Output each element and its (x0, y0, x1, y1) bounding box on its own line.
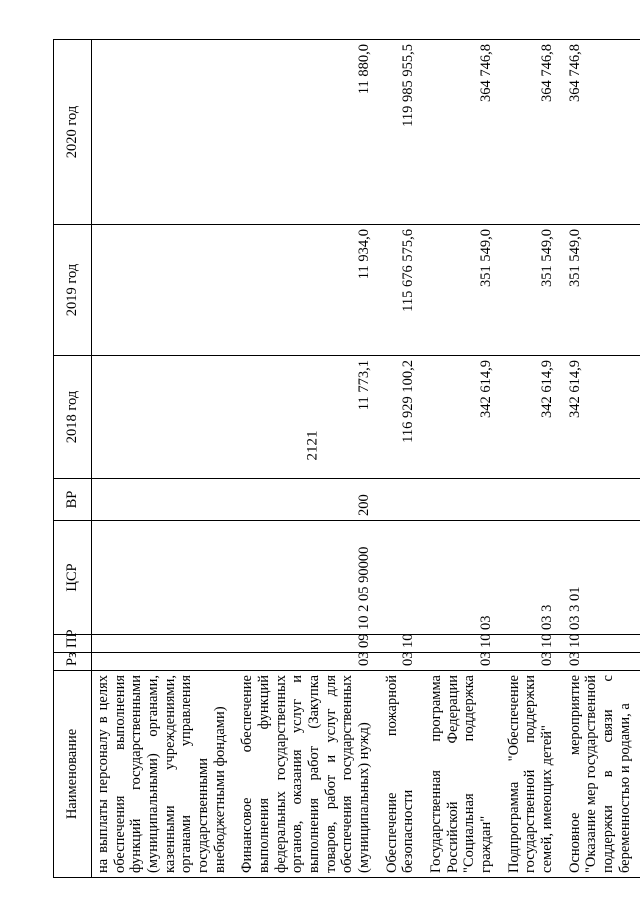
row-name: Финансовое обеспечение выполнения функций федеральных государственных органов, оказания услуг и выполнения работ (Закупка товаров, работ и услуг для обеспечения государственных (муниципальных) нужд) (236, 671, 380, 878)
row-name: Обеспечение пожарной безопасности (381, 671, 425, 878)
row-vr (503, 479, 564, 521)
row-2019: 351 549,0 (425, 225, 503, 356)
table-row (236, 40, 380, 878)
table-row (425, 40, 503, 878)
row-2020: 364 746,8 (503, 40, 564, 225)
row-2019: 115 676 575,6 (381, 225, 425, 356)
table-row (92, 40, 237, 878)
row-2020: 11 880,0 (236, 40, 380, 225)
row-vr (425, 479, 503, 521)
header-pr: ПР (54, 635, 92, 653)
row-2019: 11 934,0 (236, 225, 380, 356)
row-vr: 200 (236, 479, 380, 521)
row-2018: 342 614,9 (564, 356, 640, 479)
row-csr (92, 521, 237, 635)
header-2018: 2018 год (54, 356, 92, 479)
row-vr (381, 479, 425, 521)
row-vr (92, 479, 237, 521)
table-header-row (54, 40, 92, 878)
row-2020: 364 746,8 (564, 40, 640, 225)
page-number: 2121 (304, 430, 321, 461)
table-row (503, 40, 564, 878)
row-name: Основное мероприятие "Оказание мер государственной поддержки в связи с беременностью и родами, а (564, 671, 640, 878)
header-2020: 2020 год (54, 40, 92, 225)
header-rz: Рз (54, 653, 92, 671)
header-csr: ЦСР (54, 521, 92, 635)
row-csr: 03 3 01 (564, 521, 640, 635)
row-2018: 116 929 100,2 (381, 356, 425, 479)
row-2020 (92, 40, 237, 225)
header-vr: ВР (54, 479, 92, 521)
row-vr (564, 479, 640, 521)
header-name: Наименование (54, 671, 92, 878)
row-name: Подпрограмма "Обеспечение государственной поддержки семей, имеющих детей" (503, 671, 564, 878)
row-2020: 364 746,8 (425, 40, 503, 225)
row-rz: 03 (564, 653, 640, 671)
row-name: Государственная программа Российской Федерации "Социальная поддержка граждан" (425, 671, 503, 878)
header-2019: 2019 год (54, 225, 92, 356)
table-row (564, 40, 640, 878)
row-csr: 03 3 (503, 521, 564, 635)
row-csr: 10 2 05 90000 (236, 521, 380, 635)
row-2019 (92, 225, 237, 356)
row-pr: 10 (381, 635, 425, 653)
row-2019: 351 549,0 (503, 225, 564, 356)
row-2018: 11 773,1 (236, 356, 380, 479)
budget-table (53, 39, 640, 878)
row-name: на выплаты персоналу в целях обеспечения выполнения функций государственными (муниципальными) органами, казенными учреждениями, органами управления государственными внебюджетными фондами) (92, 671, 237, 878)
row-pr: 09 (236, 635, 380, 653)
row-rz: 03 (236, 653, 380, 671)
row-pr: 10 (564, 635, 640, 653)
row-2018: 342 614,9 (503, 356, 564, 479)
row-2018 (92, 356, 237, 479)
row-pr: 10 (425, 635, 503, 653)
row-pr: 10 (503, 635, 564, 653)
row-2020: 119 985 955,5 (381, 40, 425, 225)
row-rz: 03 (381, 653, 425, 671)
row-rz (92, 653, 237, 671)
row-2019: 351 549,0 (564, 225, 640, 356)
table-row (381, 40, 425, 878)
row-csr: 03 (425, 521, 503, 635)
row-rz: 03 (425, 653, 503, 671)
row-2018: 342 614,9 (425, 356, 503, 479)
row-pr (92, 635, 237, 653)
row-rz: 03 (503, 653, 564, 671)
row-csr (381, 521, 425, 635)
